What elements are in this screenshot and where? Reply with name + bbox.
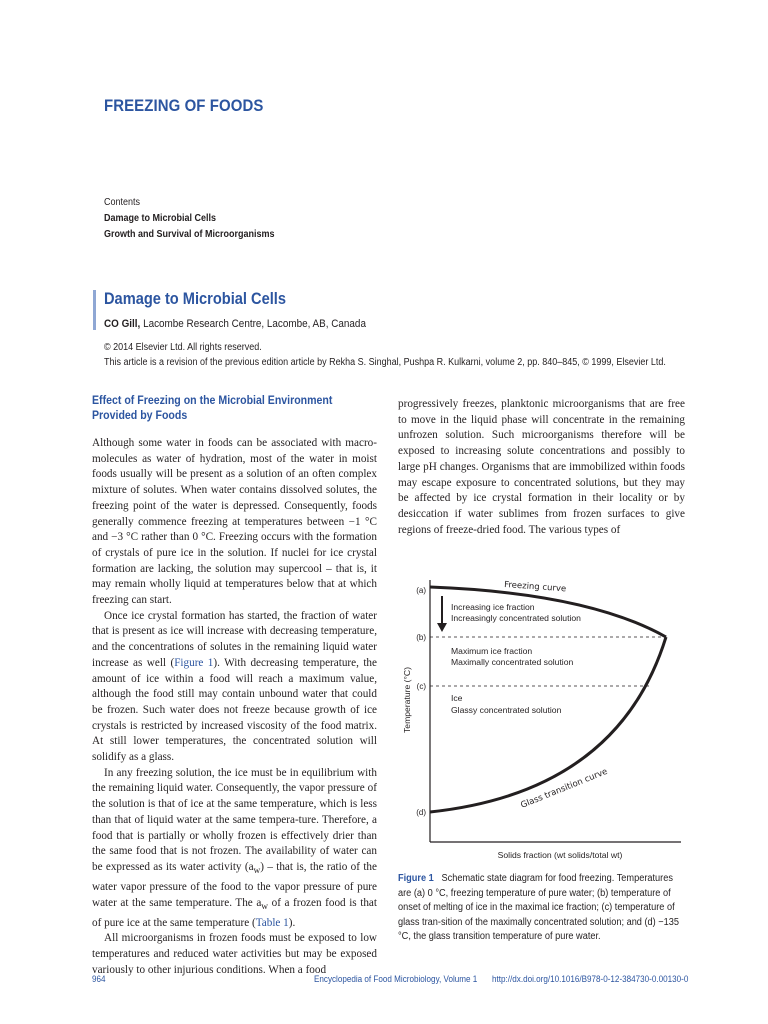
- table-1-link[interactable]: Table 1: [255, 916, 289, 929]
- y-axis-label: Temperature (°C): [402, 667, 412, 733]
- contents-item-growth[interactable]: Growth and Survival of Microorganisms: [104, 229, 275, 240]
- level-a-label: (a): [416, 586, 426, 595]
- arrowhead-icon: [437, 623, 447, 632]
- paragraph: Although some water in foods can be associated with macro-molecules as water of hydration, most of the water in moist foods usually will be present as a solution of an often complex mixture of solutes. When water contains dissolved solutes, the freezing point of the water is depressed. Consequently, foods generally commence freezing at temperatures between −1 °C and −3 °C rather than 0 °C. Freezing occurs with the formation of crystals of pure ice in the solution. If nuclei for ice crystal formation are lacking, the solution may supercool – that is, it may remain wholly liquid at temperatures below that at which freezing can start.: [92, 437, 377, 607]
- subsection-heading: Effect of Freezing on the Microbial Environment Provided by Foods: [92, 395, 333, 422]
- paragraph: All microorganisms in frozen foods must be exposed to low temperatures and reduced water activities but may be exposed variously to other injurious conditions. When a food: [92, 932, 377, 976]
- section-accent-bar: [93, 290, 96, 330]
- page-title: FREEZING OF FOODS: [104, 96, 264, 115]
- doi-link[interactable]: http://dx.doi.org/10.1016/B978-0-12-384730-0.00130-0: [492, 974, 689, 984]
- figure-1-link[interactable]: Figure 1: [174, 656, 214, 669]
- author-affiliation: Lacombe Research Centre, Lacombe, AB, Canada: [143, 318, 366, 330]
- paragraph: progressively freezes, planktonic microorganisms that are free to move in the liquid phase will concentrate in the remaining unfrozen solution. Such microorganisms therefore will be exposed to increasing solute concentrations and possibly to large pH changes. Organisms that are immobilized within foods may escape exposure to concentrated solutions, but they may be affected by ice crystal formation in their locality or by desiccation if water sublimes from frozen surfaces to give regions of freeze-dried food. The various types of: [398, 398, 685, 536]
- page-footer: [92, 974, 688, 988]
- body-column-right: [398, 397, 685, 538]
- copyright-line: © 2014 Elsevier Ltd. All rights reserved.: [104, 342, 262, 353]
- figure-caption-label: Figure 1: [398, 873, 434, 884]
- region3-line1: Ice: [451, 693, 463, 703]
- level-d-label: (d): [416, 808, 426, 817]
- x-axis-label: Solids fraction (wt solids/total wt): [497, 850, 623, 860]
- level-c-label: (c): [416, 682, 426, 691]
- region2-line2: Maximally concentrated solution: [451, 657, 574, 667]
- paragraph: In any freezing solution, the ice must be in equilibrium with the remaining liquid water. Consequently, the vapor pressure of the solution is that of ice at the same temperature, which is less than that of liquid water at the same tempera-ture. Therefore, a food that is partially or wholly frozen is effectively drier than the same food that is not frozen. The availability of water can be expressed as its water activity $(a_w)$ – that is, the ratio of the water vapor pressure of the food to the vapor pressure of pure water at the same temperature. The $a_w$ of a frozen food is that of pure ice at the same temperature (Table 1).: [92, 766, 377, 929]
- copyright-block: [104, 340, 666, 370]
- freezing-curve-label: Freezing curve: [503, 580, 567, 595]
- author-line: [104, 318, 366, 330]
- region2-line1: Maximum ice fraction: [451, 646, 533, 656]
- region1-line2: Increasingly concentrated solution: [451, 613, 581, 623]
- body-column-left: [92, 436, 377, 978]
- section-title: Damage to Microbial Cells: [104, 289, 286, 308]
- contents-label: Contents: [104, 197, 141, 208]
- figure-caption: [398, 872, 685, 945]
- table-of-contents: [104, 195, 275, 243]
- region1-line1: Increasing ice fraction: [451, 602, 535, 612]
- paragraph: Once ice crystal formation has started, the fraction of water that is present as ice will increase with decreasing temperature, and the concentrations of solutes in the remaining liquid water increase as well (Figure 1). With decreasing temperature, the amount of ice within a food will reach a maximum value, although the food still may contain unbound water that could be frozen. Such water does not freeze because growth of ice crystals is restricted by increased viscosity of the food matrix. At still lower temperatures, the concentrated solution will solidify as a glass.: [92, 609, 377, 764]
- region3-line2: Glassy concentrated solution: [451, 705, 562, 715]
- revision-note: This article is a revision of the previous edition article by Rekha S. Singhal, Pushpa R. Kulkarni, volume 2, pp. 840–845, © 1999, Elsevier Ltd.: [104, 357, 666, 368]
- glass-curve-label: Glass transition curve: [519, 766, 610, 811]
- contents-item-damage[interactable]: Damage to Microbial Cells: [104, 213, 217, 224]
- level-b-label: (b): [416, 633, 426, 642]
- figure-caption-text: Schematic state diagram for food freezing. Temperatures are (a) 0 °C, freezing temperature of pure water; (b) temperature of onset of melting of ice in the maximal ice fraction; (c) temperature of glass tran-sition of the maximally concentrated solution; and (d) −135 °C, the glass transition temperature of pure water.: [398, 873, 680, 942]
- journal-name: Encyclopedia of Food Microbiology, Volume 1: [314, 974, 478, 984]
- page-number: 964: [92, 974, 106, 984]
- state-diagram-figure: [398, 560, 688, 865]
- author-name: CO Gill,: [104, 318, 141, 330]
- freezing-curve: [430, 587, 666, 637]
